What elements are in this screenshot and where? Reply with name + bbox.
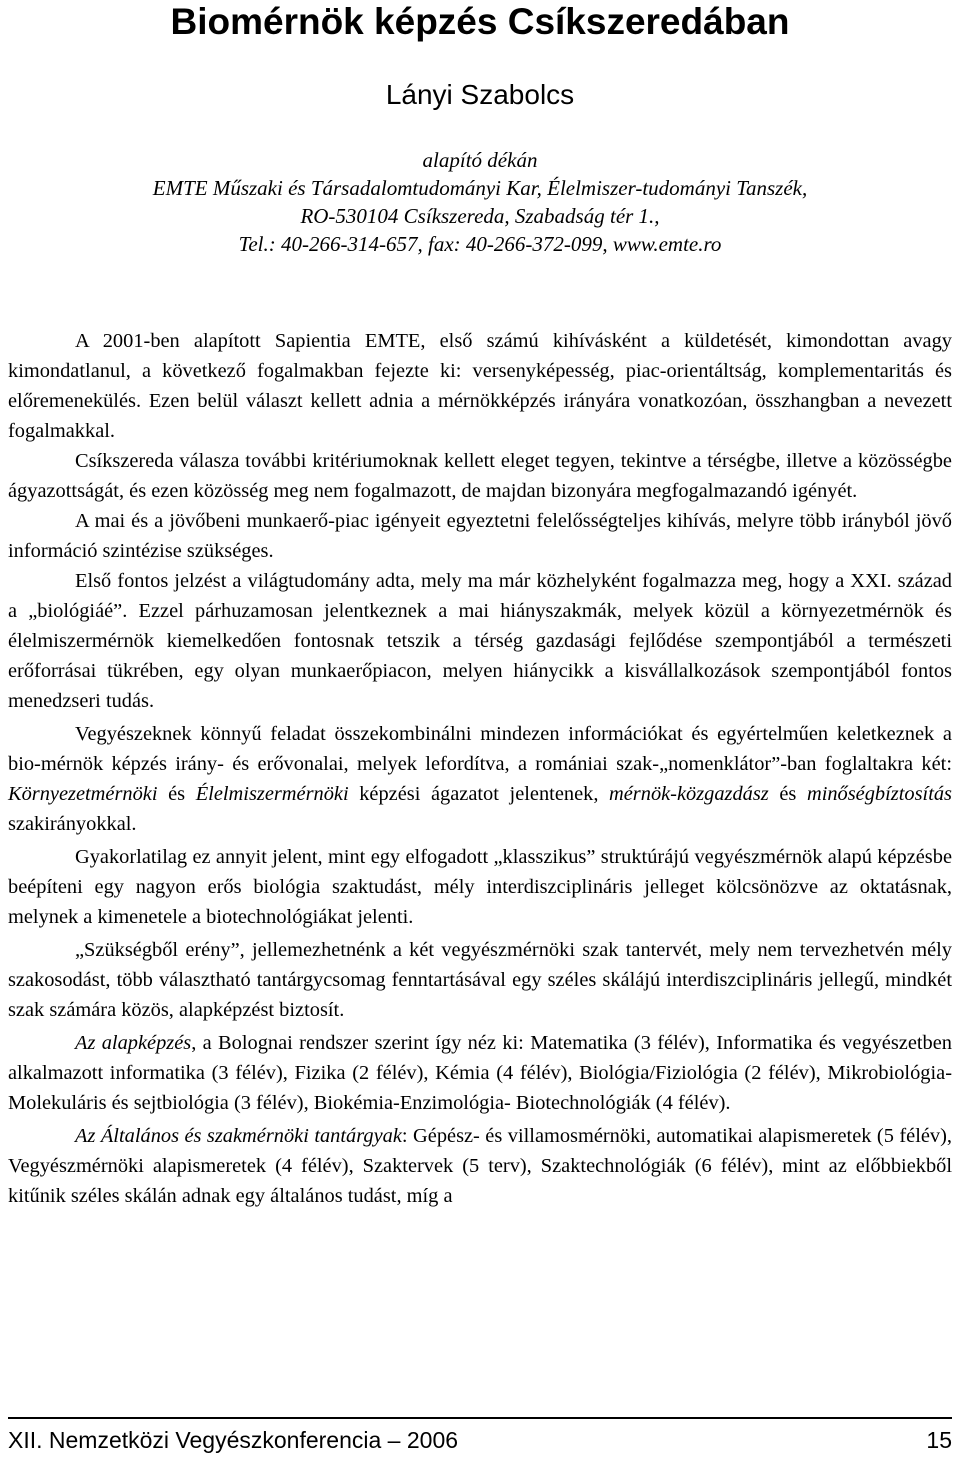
page-footer [8,1424,952,1456]
text-run: szakirányokkal. [8,813,137,835]
document-title: Biomérnök képzés Csíkszeredában [170,1,790,42]
conference-name: XII. Nemzetközi Vegyészkonferencia – 2006 [8,1427,459,1453]
text-run: képzési ágazatot jelentenek, [348,783,610,805]
text-run: , a Bolognai rendszer szerint így néz ki: Matematika (3 félév), Informatika és vegyészetben alkalmazott informatika (3 félév), Fizika (2 félév), Kémia (4 félév), Biológia/Fiziológia (2 félév), Mikrobiológia-Molekuláris és sejtbiológia (3 félév), Biokémia-Enzimológia- Biotechnológiák (4 félév). [8,1032,952,1114]
italic-term: minőségbíztosítás [806,783,952,805]
text-run: Vegyészeknek könnyű feladat összekombinálni mindezen információkat és egyértelműen keletkeznek a bio-mérnök képzés irány- és erővonalai, melyek lefordítva, a romániai szak-„nomenklátor”-ban foglaltakra két: [8,723,952,775]
affiliation-block [0,146,960,258]
affiliation-line: RO-530104 Csíkszereda, Szabadság tér 1., [300,204,660,228]
italic-term: Az Általános és szakmérnöki tantárgyak [75,1125,402,1147]
affiliation-line: Tel.: 40-266-314-657, fax: 40-266-372-099, www.emte.ro [238,232,722,256]
paragraph [8,1121,952,1211]
page-number: 15 [926,1427,952,1453]
italic-term: Az alapképzés [75,1032,192,1054]
italic-term: Környezetmérnöki [8,783,158,805]
body-text [8,326,952,1211]
paragraph: A mai és a jövőbeni munkaerő-piac igényeit egyeztetni felelősségteljes kihívás, melyre több irányból jövő információ szintézise szükséges. [8,510,952,562]
affiliation-line: EMTE Műszaki és Társadalomtudományi Kar, Élelmiszer-tudományi Tanszék, [152,176,808,200]
text-run: és [768,783,807,805]
paragraph: A 2001-ben alapított Sapientia EMTE, első számú kihívásként a küldetését, kimondottan avagy kimondatlanul, a következő fogalmakban fejezte ki: versenyképesség, piac-orientáltság, komplementaritás és előremenekülés. Ezen belül választ kellett adnia a mérnökképzés irányára vonatkozóan, összhangban a nevezett fogalmakkal. [8,330,952,442]
paragraph: Első fontos jelzést a világtudomány adta, mely ma már közhelyként fogalmazza meg, hogy a XXI. század a „biológiáé”. Ezzel párhuzamosan jelentkeznek a mai hiányszakmák, melyek közül a környezetmérnök és élelmiszermérnök kiemelkedően fontosnak tetszik a térség gazdasági fejlődése szempontjából a természeti erőforrásai tükrében, egy olyan munkaerőpiacon, melyen hiánycikk a kisvállalkozások szempontjából fontos menedzseri tudás. [8,570,952,712]
affiliation-line: alapító dékán [422,148,538,172]
paragraph: „Szükségből erény”, jellemezhetnénk a két vegyészmérnöki szak tantervét, mely nem tervezhetvén mély szakosodást, több választható tantárgycsomag fenntartásával egy széles skálájú interdiszciplináris jellegű, mindkét szak számára közös, alapképzést biztosít. [8,939,952,1021]
paragraph [8,719,952,839]
text-run: : Gépész- és villamosmérnöki, automatikai alapismeretek (5 félév), Vegyészmérnöki alapismeretek (4 félév), Szaktervek (5 terv), Szaktechnológiák (6 félév), mint az előbbiekből kitűnik széles skálán adnak egy általános tudást, míg a [8,1125,952,1207]
paragraph: Csíkszereda válasza további kritériumoknak kellett eleget tegyen, tekintve a térségbe, illetve a közösségbe ágyazottságát, és ezen közösség meg nem fogalmazott, de majdan bizonyára megfogalmazandó igényét. [8,450,952,502]
paragraph: Gyakorlatilag ez annyit jelent, mint egy elfogadott „klasszikus” struktúrájú vegyészmérnök alapú képzésbe beépíteni egy nagyon erős biológia szaktudást, mély interdiszciplináris jelleget kölcsönözve az oktatásnak, melynek a kimenetele a biotechnológiákat jelenti. [8,846,952,928]
author-name: Lányi Szabolcs [385,79,575,110]
footer-divider [8,1417,952,1419]
paragraph [8,1028,952,1118]
italic-term: mérnök-közgazdász [609,783,769,805]
text-run: és [157,783,196,805]
italic-term: Élelmiszermérnöki [195,783,349,805]
